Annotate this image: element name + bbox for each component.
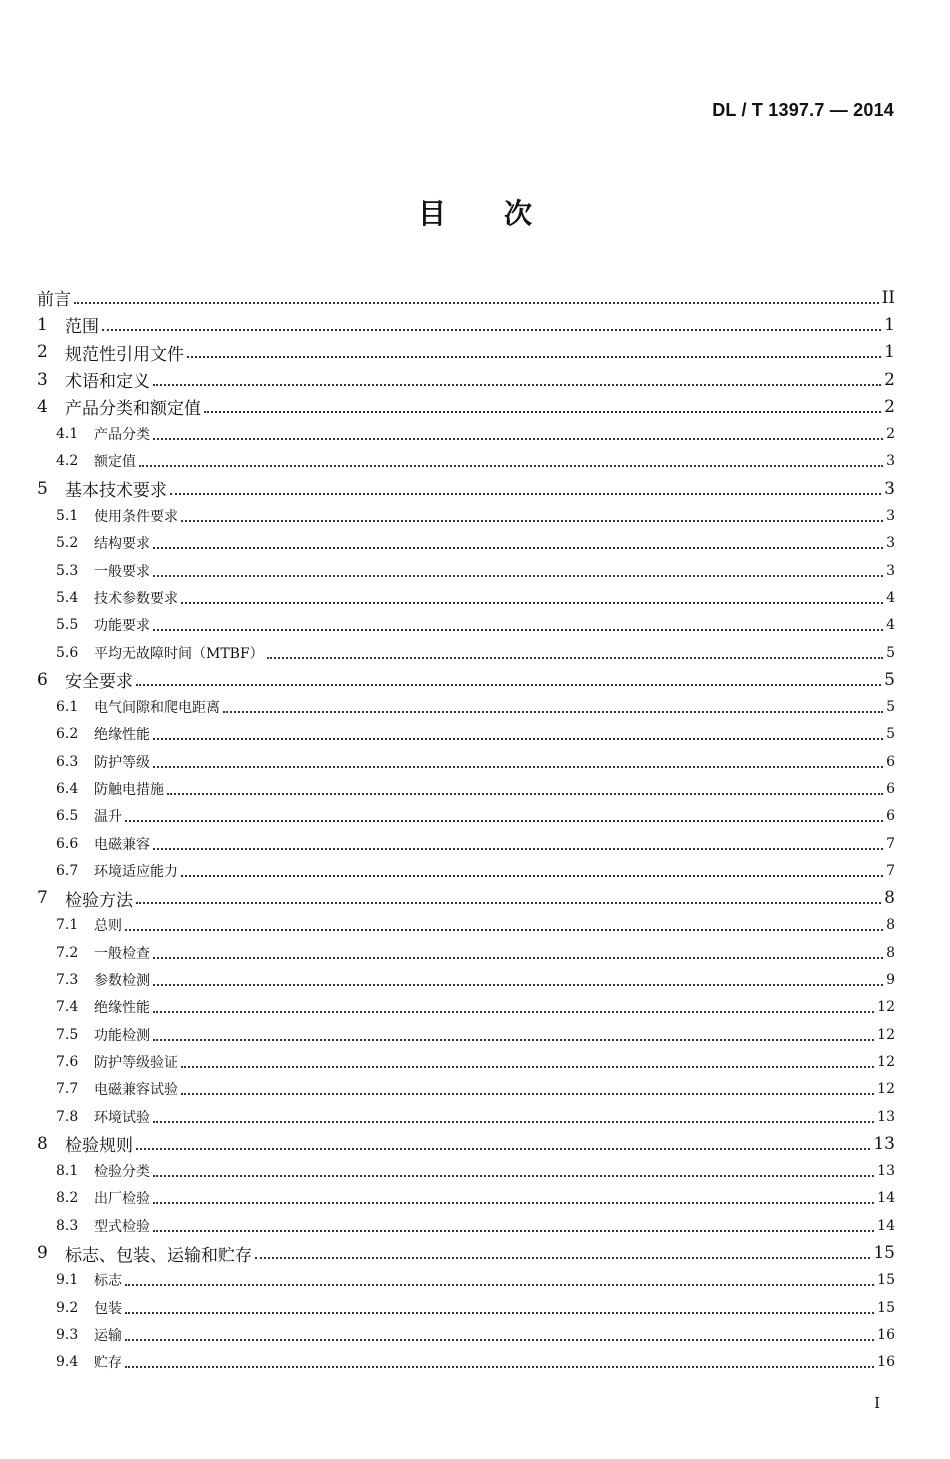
toc-entry-number: 6.5 — [56, 808, 79, 825]
toc-entry-number: 7.4 — [56, 999, 79, 1016]
toc-entry-page: 6 — [886, 808, 895, 825]
toc-entry-number: 5.4 — [56, 589, 79, 606]
toc-entry-number: 8.1 — [56, 1163, 79, 1180]
toc-leader-dots — [153, 1011, 874, 1013]
toc-entry-label: 产品分类和额定值 — [65, 399, 201, 420]
toc-entry-label: 结构要求 — [94, 536, 150, 553]
toc-entry-number: 9.3 — [56, 1326, 79, 1343]
toc-entry-label: 技术参数要求 — [94, 590, 178, 607]
toc-leader-dots — [153, 1039, 874, 1041]
toc-entry-number: 8.2 — [56, 1190, 79, 1207]
toc-leader-dots — [153, 438, 883, 440]
toc-leader-dots — [153, 1230, 874, 1232]
toc-entry-number: 6.3 — [56, 753, 79, 770]
toc-entry-number: 7.1 — [56, 917, 79, 934]
toc-entry-number: 8.3 — [56, 1217, 79, 1234]
toc-entry[interactable] — [37, 502, 895, 529]
toc-entry-label: 功能要求 — [94, 618, 150, 635]
toc-entry-page: 3 — [886, 453, 895, 470]
toc-entry-label: 电磁兼容试验 — [94, 1082, 178, 1099]
toc-entry-page: 12 — [877, 1081, 895, 1098]
toc-entry[interactable] — [37, 530, 895, 557]
toc-entry[interactable] — [37, 420, 895, 447]
toc-leader-dots — [153, 738, 883, 740]
toc-entry-number: 9.4 — [56, 1354, 79, 1371]
toc-entry-label: 安全要求 — [65, 672, 133, 693]
toc-entry-number: 8 — [37, 1133, 48, 1154]
toc-entry-page: 5 — [886, 644, 895, 661]
toc-entry-label: 一般要求 — [94, 563, 150, 580]
toc-entry-label: 环境适应能力 — [94, 863, 178, 880]
toc-leader-dots — [223, 711, 883, 713]
toc-entry-label: 防触电措施 — [94, 781, 164, 798]
toc-leader-dots — [153, 384, 881, 386]
toc-leader-dots — [102, 329, 881, 331]
toc-entry-number: 5.1 — [56, 508, 79, 525]
toc-entry-label: 电磁兼容 — [94, 836, 150, 853]
toc-entry-number: 6.6 — [56, 835, 79, 852]
toc-entry-label: 型式检验 — [94, 1218, 150, 1235]
toc-entry-page: 6 — [886, 753, 895, 770]
toc-entry-number: 9.1 — [56, 1272, 79, 1289]
table-of-contents — [37, 284, 895, 1376]
toc-entry-number: 5.5 — [56, 617, 79, 634]
toc-entry[interactable] — [37, 393, 895, 420]
toc-entry[interactable] — [37, 693, 895, 720]
toc-leader-dots — [170, 493, 881, 495]
toc-entry-number: 7.2 — [56, 944, 79, 961]
toc-leader-dots — [153, 629, 883, 631]
title-char-2: 次 — [504, 197, 533, 230]
toc-entry-label: 一般检查 — [94, 945, 150, 962]
toc-entry[interactable] — [37, 448, 895, 475]
toc-entry-label: 温升 — [94, 809, 122, 826]
toc-entry-label: 基本技术要求 — [65, 481, 167, 502]
toc-entry[interactable] — [37, 966, 895, 993]
page-number: I — [874, 1394, 880, 1412]
toc-entry-number: 6.2 — [56, 726, 79, 743]
toc-entry[interactable] — [37, 1158, 895, 1185]
toc-leader-dots — [153, 547, 883, 549]
toc-entry-page: 5 — [886, 726, 895, 743]
toc-leader-dots — [181, 1066, 874, 1068]
toc-leader-dots — [125, 1339, 874, 1341]
toc-entry[interactable] — [37, 475, 895, 502]
title-char-1: 目 — [417, 197, 446, 230]
toc-leader-dots — [136, 684, 881, 686]
toc-entry[interactable] — [37, 1076, 895, 1103]
toc-entry[interactable] — [37, 666, 895, 693]
toc-entry-label: 检验规则 — [65, 1136, 133, 1157]
toc-entry-page: 4 — [886, 589, 895, 606]
toc-entry-label: 使用条件要求 — [94, 509, 178, 526]
toc-entry-label: 包装 — [94, 1300, 122, 1317]
toc-entry-number: 5.2 — [56, 535, 79, 552]
toc-entry[interactable] — [37, 584, 895, 611]
toc-entry[interactable] — [37, 311, 895, 338]
toc-entry-page: 4 — [886, 617, 895, 634]
toc-entry-number: 3 — [37, 369, 48, 390]
toc-entry-page: 13 — [877, 1108, 895, 1125]
toc-entry[interactable] — [37, 1239, 895, 1266]
toc-entry-number: 7.7 — [56, 1081, 79, 1098]
toc-entry-page: 3 — [886, 562, 895, 579]
toc-entry-label: 运输 — [94, 1327, 122, 1344]
toc-entry-label: 防护等级验证 — [94, 1054, 178, 1071]
toc-entry-label: 检验分类 — [94, 1164, 150, 1181]
toc-entry-number: 4.2 — [56, 453, 79, 470]
document-code: DL / T 1397.7 — 2014 — [712, 100, 894, 120]
toc-entry-label: 标志 — [94, 1273, 122, 1290]
toc-entry-page: 9 — [886, 972, 895, 989]
toc-leader-dots — [267, 657, 883, 659]
toc-entry-page: 2 — [884, 369, 895, 390]
toc-entry-number: 7.8 — [56, 1108, 79, 1125]
toc-entry-page: 1 — [884, 342, 895, 363]
toc-entry-label: 防护等级 — [94, 754, 150, 771]
toc-entry-label: 规范性引用文件 — [65, 344, 184, 365]
toc-entry[interactable] — [37, 612, 895, 639]
toc-entry-number: 7 — [37, 888, 48, 909]
toc-entry-number: 1 — [37, 314, 48, 335]
toc-entry-label: 平均无故障时间（MTBF） — [94, 645, 264, 662]
toc-entry-page: II — [881, 287, 895, 308]
toc-entry-label: 额定值 — [94, 454, 136, 471]
toc-entry-label: 出厂检验 — [94, 1191, 150, 1208]
toc-entry[interactable] — [37, 1021, 895, 1048]
toc-leader-dots — [181, 520, 883, 522]
toc-leader-dots — [181, 602, 883, 604]
page-title — [0, 192, 950, 232]
toc-entry-label: 绝缘性能 — [94, 727, 150, 744]
toc-entry-page: 7 — [886, 862, 895, 879]
toc-entry[interactable] — [37, 1321, 895, 1348]
toc-entry[interactable] — [37, 557, 895, 584]
toc-leader-dots — [255, 1257, 870, 1259]
toc-entry-page: 14 — [877, 1217, 895, 1234]
toc-leader-dots — [153, 957, 883, 959]
toc-leader-dots — [153, 984, 883, 986]
toc-entry-number: 9.2 — [56, 1299, 79, 1316]
toc-entry-page: 15 — [877, 1299, 895, 1316]
toc-entry-number: 5.3 — [56, 562, 79, 579]
toc-leader-dots — [153, 848, 883, 850]
toc-entry-number: 4.1 — [56, 426, 79, 443]
toc-entry-label: 参数检测 — [94, 973, 150, 990]
toc-entry-page: 6 — [886, 780, 895, 797]
toc-leader-dots — [136, 1148, 870, 1150]
toc-entry[interactable] — [37, 721, 895, 748]
toc-entry-page: 2 — [884, 396, 895, 417]
toc-leader-dots — [125, 1366, 874, 1368]
toc-entry-page: 8 — [886, 944, 895, 961]
toc-entry[interactable] — [37, 284, 895, 311]
toc-entry[interactable] — [37, 639, 895, 666]
toc-entry-page: 2 — [886, 426, 895, 443]
toc-entry-number: 6 — [37, 669, 48, 690]
toc-entry-page: 16 — [877, 1326, 895, 1343]
toc-leader-dots — [167, 793, 883, 795]
toc-leader-dots — [181, 1093, 874, 1095]
toc-entry-number: 9 — [37, 1243, 48, 1264]
toc-entry-number: 6.7 — [56, 862, 79, 879]
toc-entry[interactable] — [37, 339, 895, 366]
toc-entry-page: 3 — [886, 508, 895, 525]
toc-entry-label: 电气间隙和爬电距离 — [94, 700, 220, 717]
toc-entry-page: 15 — [877, 1272, 895, 1289]
toc-leader-dots — [204, 411, 881, 413]
toc-entry-number: 7.6 — [56, 1053, 79, 1070]
toc-entry-number: 7.5 — [56, 1026, 79, 1043]
toc-entry[interactable] — [37, 830, 895, 857]
toc-leader-dots — [153, 766, 883, 768]
toc-entry[interactable] — [37, 857, 895, 884]
toc-leader-dots — [74, 302, 879, 304]
toc-entry-page: 8 — [886, 917, 895, 934]
toc-entry-number: 6.4 — [56, 780, 79, 797]
toc-entry-label: 环境试验 — [94, 1109, 150, 1126]
toc-entry-page: 15 — [873, 1243, 895, 1264]
toc-leader-dots — [139, 465, 883, 467]
toc-entry-label: 检验方法 — [65, 890, 133, 911]
toc-entry-label: 功能检测 — [94, 1027, 150, 1044]
toc-entry-label: 贮存 — [94, 1355, 122, 1372]
toc-entry-number: 6.1 — [56, 699, 79, 716]
toc-entry-number: 2 — [37, 342, 48, 363]
toc-entry[interactable] — [37, 939, 895, 966]
toc-entry[interactable] — [37, 1294, 895, 1321]
toc-leader-dots — [125, 1312, 874, 1314]
toc-entry[interactable] — [37, 775, 895, 802]
toc-leader-dots — [153, 1202, 874, 1204]
toc-entry-number: 5.6 — [56, 644, 79, 661]
toc-entry-label: 术语和定义 — [65, 372, 150, 393]
toc-entry-page: 7 — [886, 835, 895, 852]
toc-entry-number: 5 — [37, 478, 48, 499]
toc-entry-label: 产品分类 — [94, 427, 150, 444]
toc-entry[interactable] — [37, 803, 895, 830]
toc-leader-dots — [125, 929, 883, 931]
toc-entry-page: 5 — [886, 699, 895, 716]
toc-entry-label: 标志、包装、运输和贮存 — [65, 1245, 252, 1266]
toc-leader-dots — [153, 1121, 874, 1123]
toc-entry-page: 14 — [877, 1190, 895, 1207]
toc-entry-number: 7.3 — [56, 972, 79, 989]
toc-entry-page: 12 — [877, 999, 895, 1016]
toc-entry-page: 1 — [884, 314, 895, 335]
toc-entry[interactable] — [37, 1185, 895, 1212]
toc-entry-label: 前言 — [37, 290, 71, 311]
toc-leader-dots — [181, 875, 883, 877]
toc-entry-page: 13 — [877, 1163, 895, 1180]
toc-entry-label: 范围 — [65, 317, 99, 338]
toc-entry[interactable] — [37, 1130, 895, 1157]
toc-leader-dots — [153, 1175, 874, 1177]
toc-entry-label: 绝缘性能 — [94, 1000, 150, 1017]
toc-entry[interactable] — [37, 885, 895, 912]
toc-entry[interactable] — [37, 994, 895, 1021]
toc-entry-page: 12 — [877, 1053, 895, 1070]
toc-entry[interactable] — [37, 366, 895, 393]
toc-entry[interactable] — [37, 1349, 895, 1376]
toc-entry[interactable] — [37, 912, 895, 939]
toc-entry[interactable] — [37, 748, 895, 775]
toc-entry-label: 总则 — [94, 918, 122, 935]
toc-entry-page: 3 — [884, 478, 895, 499]
toc-entry[interactable] — [37, 1048, 895, 1075]
toc-leader-dots — [125, 1284, 874, 1286]
toc-leader-dots — [187, 356, 881, 358]
toc-entry-page: 8 — [884, 888, 895, 909]
toc-entry-page: 12 — [877, 1026, 895, 1043]
toc-entry-page: 13 — [873, 1133, 895, 1154]
toc-entry-page: 5 — [884, 669, 895, 690]
toc-entry-page: 3 — [886, 535, 895, 552]
toc-leader-dots — [153, 575, 883, 577]
toc-entry[interactable] — [37, 1212, 895, 1239]
toc-entry[interactable] — [37, 1267, 895, 1294]
toc-leader-dots — [136, 902, 881, 904]
toc-entry-page: 16 — [877, 1354, 895, 1371]
toc-entry-number: 4 — [37, 396, 48, 417]
toc-entry[interactable] — [37, 1103, 895, 1130]
toc-leader-dots — [125, 820, 883, 822]
